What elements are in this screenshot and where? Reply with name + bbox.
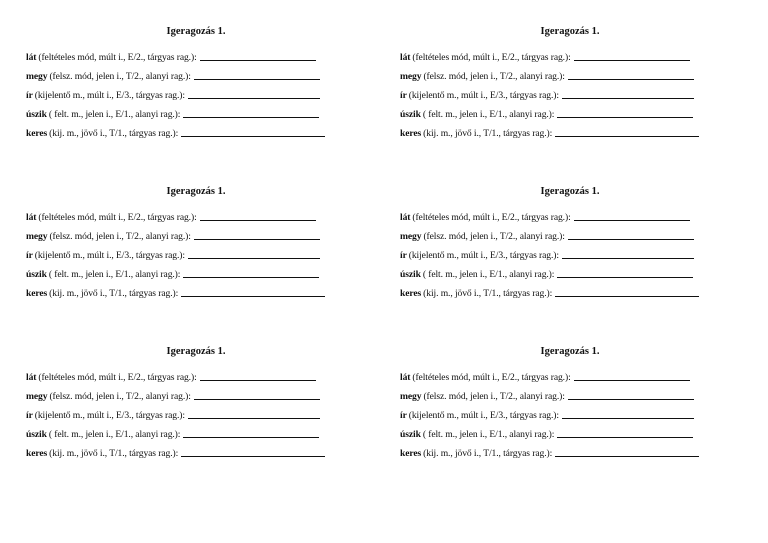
verb-label: keres [400,288,422,299]
conjugation-instruction: (kijelentő m., múlt i., E/3., tárgyas rag.): [34,250,185,261]
verb-label: megy [26,231,48,242]
verb-label: keres [400,448,422,459]
conjugation-instruction: ( felt. m., jelen i., E/1., alanyi rag.): [48,269,181,280]
conjugation-instruction: (feltételes mód, múlt i., E/2., tárgyas rag.): [38,52,197,63]
conjugation-instruction: ( felt. m., jelen i., E/1., alanyi rag.): [48,429,181,440]
exercise-row-lat [26,368,366,387]
exercise-row-megy [400,67,740,86]
verb-label: keres [400,128,422,139]
verb-label: lát [26,52,37,63]
conjugation-instruction: (kij. m., jövő i., T/1., tárgyas rag.): [423,288,553,299]
verb-label: ír [26,90,33,101]
verb-label: ír [26,410,33,421]
answer-blank[interactable] [194,69,320,80]
conjugation-instruction: ( felt. m., jelen i., E/1., alanyi rag.): [422,429,555,440]
exercise-row-keres [26,124,366,143]
verb-label: úszik [400,109,421,120]
conjugation-instruction: (kijelentő m., múlt i., E/3., tárgyas rag.): [408,250,559,261]
answer-blank[interactable] [574,50,690,61]
answer-blank[interactable] [555,286,699,297]
answer-blank[interactable] [183,267,319,278]
card-title: Igeragozás 1. [166,186,226,197]
conjugation-instruction: (kijelentő m., múlt i., E/3., tárgyas rag.): [408,90,559,101]
exercise-row-lat [400,48,740,67]
exercise-row-ir [400,246,740,265]
exercise-list [26,48,366,143]
answer-blank[interactable] [568,389,694,400]
answer-blank[interactable] [557,107,693,118]
answer-blank[interactable] [200,50,316,61]
answer-blank[interactable] [557,427,693,438]
verb-label: keres [26,128,48,139]
conjugation-instruction: (kijelentő m., múlt i., E/3., tárgyas rag.): [34,410,185,421]
answer-blank[interactable] [568,229,694,240]
conjugation-instruction: (felsz. mód, jelen i., T/2., alanyi rag.): [49,231,191,242]
conjugation-instruction: (felsz. mód, jelen i., T/2., alanyi rag.): [423,71,565,82]
conjugation-instruction: ( felt. m., jelen i., E/1., alanyi rag.): [48,109,181,120]
card-title: Igeragozás 1. [166,26,226,37]
verb-label: lát [26,372,37,383]
answer-blank[interactable] [183,427,319,438]
answer-blank[interactable] [200,210,316,221]
verb-label: ír [400,90,407,101]
exercise-row-keres [26,444,366,463]
conjugation-instruction: (kij. m., jövő i., T/1., tárgyas rag.): [423,448,553,459]
conjugation-instruction: (feltételes mód, múlt i., E/2., tárgyas rag.): [38,212,197,223]
exercise-row-uszik [400,265,740,284]
exercise-row-megy [400,387,740,406]
verb-label: úszik [400,429,421,440]
exercise-row-lat [400,368,740,387]
exercise-row-uszik [400,425,740,444]
answer-blank[interactable] [562,88,694,99]
verb-label: lát [400,372,411,383]
answer-blank[interactable] [574,370,690,381]
answer-blank[interactable] [188,408,320,419]
answer-blank[interactable] [181,446,325,457]
conjugation-instruction: (kij. m., jövő i., T/1., tárgyas rag.): [423,128,553,139]
verb-label: megy [400,231,422,242]
exercise-card [400,184,740,303]
verb-label: ír [26,250,33,261]
answer-blank[interactable] [194,389,320,400]
answer-blank[interactable] [568,69,694,80]
exercise-row-megy [26,67,366,86]
card-title: Igeragozás 1. [540,186,600,197]
verb-label: lát [400,52,411,63]
conjugation-instruction: (kijelentő m., múlt i., E/3., tárgyas rag.): [34,90,185,101]
answer-blank[interactable] [562,408,694,419]
conjugation-instruction: ( felt. m., jelen i., E/1., alanyi rag.): [422,269,555,280]
answer-blank[interactable] [562,248,694,259]
exercise-row-ir [400,86,740,105]
exercise-row-uszik [26,105,366,124]
conjugation-instruction: (feltételes mód, múlt i., E/2., tárgyas rag.): [412,372,571,383]
conjugation-instruction: (kijelentő m., múlt i., E/3., tárgyas rag.): [408,410,559,421]
answer-blank[interactable] [181,286,325,297]
verb-label: úszik [400,269,421,280]
verb-label: megy [26,391,48,402]
answer-blank[interactable] [188,88,320,99]
exercise-row-megy [400,227,740,246]
exercise-card [26,24,366,143]
conjugation-instruction: (felsz. mód, jelen i., T/2., alanyi rag.): [49,391,191,402]
answer-blank[interactable] [557,267,693,278]
answer-blank[interactable] [574,210,690,221]
exercise-card [400,24,740,143]
verb-label: lát [400,212,411,223]
conjugation-instruction: (feltételes mód, múlt i., E/2., tárgyas rag.): [412,52,571,63]
verb-label: keres [26,288,48,299]
exercise-row-megy [26,227,366,246]
card-title: Igeragozás 1. [540,346,600,357]
exercise-row-keres [400,444,740,463]
conjugation-instruction: (felsz. mód, jelen i., T/2., alanyi rag.): [423,391,565,402]
exercise-row-keres [400,124,740,143]
exercise-row-ir [26,86,366,105]
answer-blank[interactable] [200,370,316,381]
answer-blank[interactable] [555,446,699,457]
exercise-row-lat [26,208,366,227]
answer-blank[interactable] [555,126,699,137]
verb-label: úszik [26,429,47,440]
conjugation-instruction: (feltételes mód, múlt i., E/2., tárgyas rag.): [38,372,197,383]
verb-label: megy [400,71,422,82]
conjugation-instruction: (kij. m., jövő i., T/1., tárgyas rag.): [49,128,179,139]
exercise-row-keres [26,284,366,303]
exercise-list [400,368,740,463]
exercise-card [26,344,366,463]
exercise-row-keres [400,284,740,303]
exercise-row-ir [400,406,740,425]
verb-label: keres [26,448,48,459]
exercise-row-uszik [26,425,366,444]
exercise-list [26,368,366,463]
verb-label: lát [26,212,37,223]
exercise-card [26,184,366,303]
conjugation-instruction: (feltételes mód, múlt i., E/2., tárgyas rag.): [412,212,571,223]
conjugation-instruction: (felsz. mód, jelen i., T/2., alanyi rag.): [49,71,191,82]
card-title: Igeragozás 1. [540,26,600,37]
conjugation-instruction: (kij. m., jövő i., T/1., tárgyas rag.): [49,448,179,459]
answer-blank[interactable] [183,107,319,118]
exercise-list [400,208,740,303]
verb-label: ír [400,410,407,421]
exercise-row-lat [400,208,740,227]
verb-label: megy [26,71,48,82]
exercise-row-lat [26,48,366,67]
exercise-row-ir [26,246,366,265]
verb-label: úszik [26,269,47,280]
exercise-list [26,208,366,303]
verb-label: megy [400,391,422,402]
answer-blank[interactable] [194,229,320,240]
exercise-card [400,344,740,463]
answer-blank[interactable] [181,126,325,137]
exercise-row-ir [26,406,366,425]
verb-label: úszik [26,109,47,120]
conjugation-instruction: (felsz. mód, jelen i., T/2., alanyi rag.): [423,231,565,242]
conjugation-instruction: ( felt. m., jelen i., E/1., alanyi rag.): [422,109,555,120]
verb-label: ír [400,250,407,261]
answer-blank[interactable] [188,248,320,259]
exercise-row-uszik [400,105,740,124]
conjugation-instruction: (kij. m., jövő i., T/1., tárgyas rag.): [49,288,179,299]
card-title: Igeragozás 1. [166,346,226,357]
exercise-list [400,48,740,143]
exercise-row-megy [26,387,366,406]
exercise-row-uszik [26,265,366,284]
